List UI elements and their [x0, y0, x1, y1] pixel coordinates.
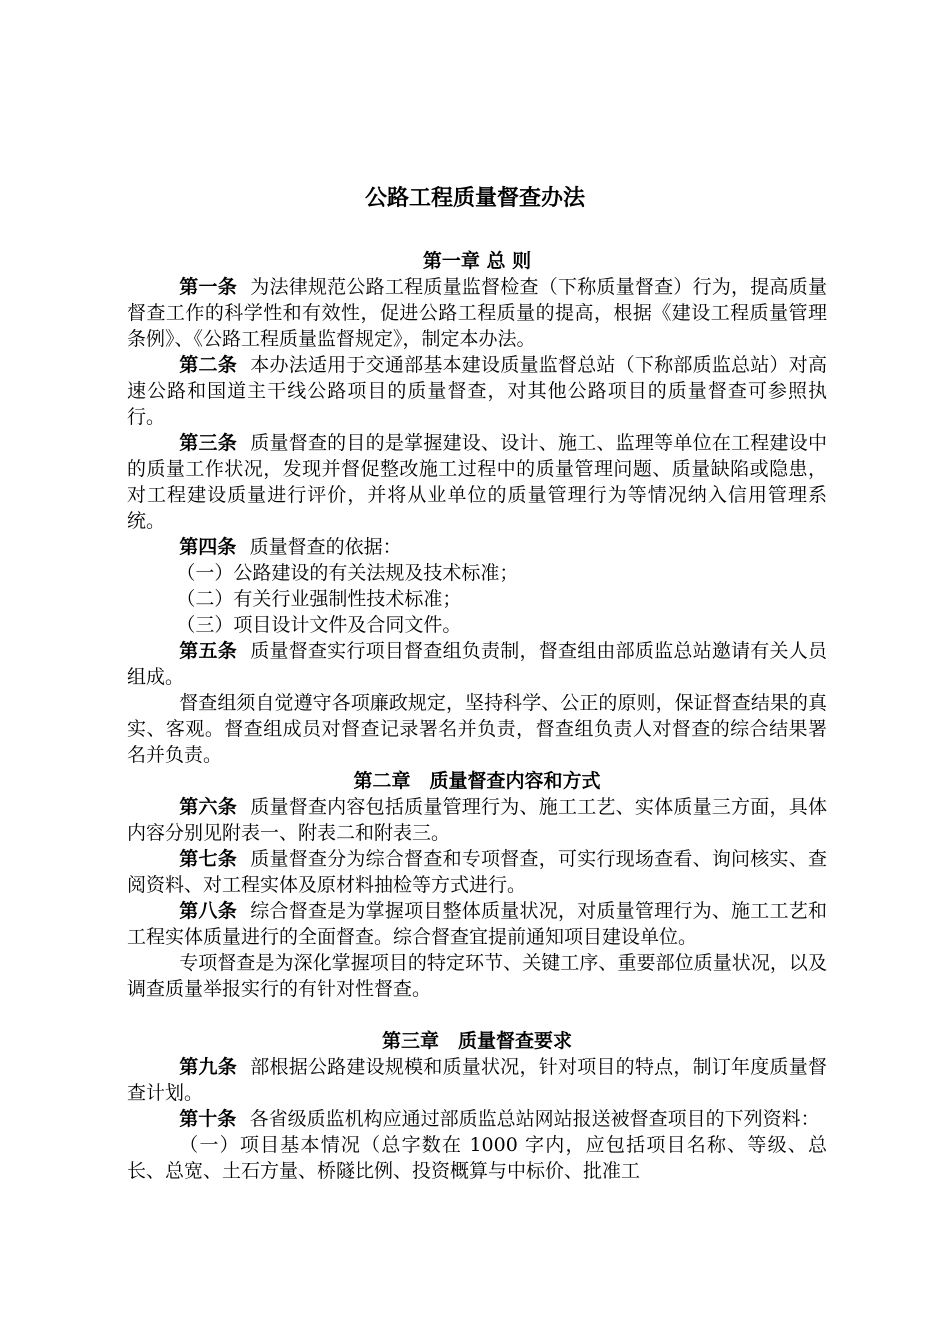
list-item: （一）公路建设的有关法规及技术标准； — [176, 562, 519, 584]
spacer — [127, 1002, 827, 1028]
article-7 — [127, 846, 827, 898]
article-8 — [127, 898, 827, 950]
article-text: 质量督查内容包括质量管理行为、施工工艺、实体质量三方面，具体内容分别见附表一、附表二和附表三。 — [127, 796, 827, 844]
chapter-3-heading: 第三章 质量督查要求 — [381, 1030, 572, 1052]
article-text: 质量督查分为综合督查和专项督查，可实行现场查看、询问核实、查阅资料、对工程实体及原材料抽检等方式进行。 — [127, 848, 827, 896]
article-1 — [127, 274, 827, 352]
chapter-1-heading: 第一章 总 则 — [422, 250, 532, 272]
article-text: 为法律规范公路工程质量监督检查（下称质量督查）行为，提高质量督查工作的科学性和有效性，促进公路工程质量的提高，根据《建设工程质量管理条例》、《公路工程质量监督规定》，制定本办法。 — [127, 276, 827, 350]
article-text: 质量督查实行项目督查组负责制，督查组由部质监总站邀请有关人员组成。 — [127, 640, 827, 688]
article-text: 质量督查的目的是掌握建设、设计、施工、监理等单位在工程建设中的质量工作状况，发现并督促整改施工过程中的质量管理问题、质量缺陷或隐患，对工程建设质量进行评价，并将从业单位的质量管理行为等情况纳入信用管理系统。 — [127, 432, 827, 532]
article-label: 第七条 — [179, 848, 237, 870]
article-label: 第九条 — [179, 1056, 237, 1078]
chapter-2-heading: 第二章 质量督查内容和方式 — [353, 770, 601, 792]
article-4 — [127, 534, 827, 560]
paragraph: 督查组须自觉遵守各项廉政规定，坚持科学、公正的原则，保证督查结果的真实、客观。督查组成员对督查记录署名并负责，督查组负责人对督查的综合结果署名并负责。 — [127, 692, 827, 766]
article-10 — [127, 1106, 827, 1132]
article-6 — [127, 794, 827, 846]
article-label: 第八条 — [179, 900, 237, 922]
article-text: 综合督查是为掌握项目整体质量状况，对质量管理行为、施工工艺和工程实体质量进行的全面督查。综合督查宜提前通知项目建设单位。 — [127, 900, 827, 948]
article-text: 本办法适用于交通部基本建设质量监督总站（下称部质监总站）对高速公路和国道主干线公路项目的质量督查，对其他公路项目的质量督查可参照执行。 — [127, 354, 827, 428]
article-label: 第二条 — [179, 354, 237, 376]
article-label: 第十条 — [179, 1108, 237, 1130]
document-body — [127, 248, 827, 1184]
article-5 — [127, 638, 827, 690]
list-item: （一）项目基本情况（总字数在 1000 字内，应包括项目名称、等级、总长、总宽、土石方量、桥隧比例、投资概算与中标价、批准工 — [127, 1134, 827, 1182]
list-item: （三）项目设计文件及合同文件。 — [176, 614, 462, 636]
article-label: 第五条 — [179, 640, 237, 662]
article-9 — [127, 1054, 827, 1106]
article-text: 各省级质监机构应通过部质监总站网站报送被督查项目的下列资料： — [249, 1108, 820, 1130]
article-label: 第六条 — [179, 796, 237, 818]
article-label: 第四条 — [179, 536, 237, 558]
paragraph: 专项督查是为深化掌握项目的特定环节、关键工序、重要部位质量状况，以及调查质量举报实行的有针对性督查。 — [127, 952, 827, 1000]
article-text: 质量督查的依据： — [249, 536, 402, 558]
article-3 — [127, 430, 827, 534]
document-title: 公路工程质量督查办法 — [364, 186, 585, 211]
article-2 — [127, 352, 827, 430]
list-item: （二）有关行业强制性技术标准； — [176, 588, 462, 610]
article-label: 第三条 — [179, 432, 237, 454]
article-text: 部根据公路建设规模和质量状况，针对项目的特点，制订年度质量督查计划。 — [127, 1056, 827, 1104]
article-label: 第一条 — [179, 276, 237, 298]
